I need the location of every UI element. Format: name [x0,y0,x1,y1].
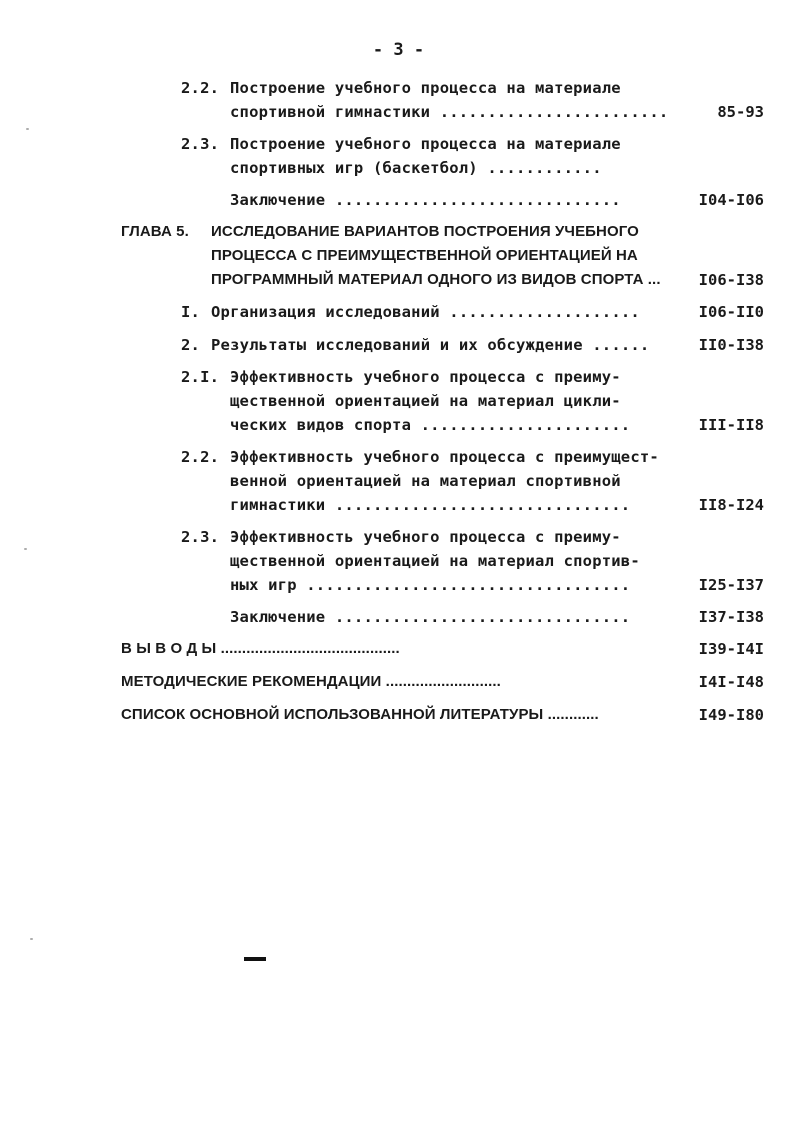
toc-entry-pages: II0-I38 [698,336,764,354]
toc-entry-title: венной ориентацией на материал спортивной [230,472,621,490]
toc-entry-title: Эффективность учебного процесса с преимущест- [230,448,659,466]
toc-section-title: МЕТОДИЧЕСКИЕ РЕКОМЕНДАЦИИ ........................... [121,673,501,690]
toc-entry-title: спортивной гимнастики ........................ [230,103,669,121]
toc-entry-pages: I37-I38 [698,608,764,626]
toc-entry-title: Организация исследований .................... [211,303,640,321]
toc-entry-number: 2.2. [181,79,220,97]
toc-entry-title: спортивных игр (баскетбол) ............ [230,159,602,177]
toc-entry-title: Результаты исследований и их обсуждение ...... [211,336,650,354]
chapter-title: ПРОГРАММНЫЙ МАТЕРИАЛ ОДНОГО ИЗ ВИДОВ СПОРТА ... [211,271,661,288]
toc-entry-title: Построение учебного процесса на материале [230,79,621,97]
chapter-title: ИССЛЕДОВАНИЕ ВАРИАНТОВ ПОСТРОЕНИЯ УЧЕБНОГО [211,223,639,240]
toc-entry-title: Заключение ............................... [230,608,631,626]
scan-speck [26,128,29,130]
toc-entry-title: гимнастики ............................... [230,496,631,514]
toc-entry-title: щественной ориентацией на материал цикли- [230,392,621,410]
toc-entry-number: 2. [181,336,201,354]
toc-entry-number: 2.2. [181,448,220,466]
toc-section-title: В Ы В О Д Ы .......................................... [121,640,400,657]
scan-speck [30,938,33,940]
chapter-title: ПРОЦЕССА С ПРЕИМУЩЕСТВЕННОЙ ОРИЕНТАЦИЕЙ НА [211,247,638,264]
toc-entry-pages: I49-I80 [698,706,764,724]
stray-dash-mark [244,957,266,961]
toc-entry-title: Построение учебного процесса на материале [230,135,621,153]
toc-entry-pages: I39-I4I [698,640,764,658]
toc-entry-pages: I06-II0 [698,303,764,321]
toc-entry-pages: II8-I24 [698,496,764,514]
toc-entry-pages: III-II8 [698,416,764,434]
toc-entry-pages: I06-I38 [698,271,764,289]
toc-entry-number: I. [181,303,201,321]
toc-entry-title: ческих видов спорта ...................... [230,416,631,434]
chapter-number: ГЛАВА 5. [121,223,189,240]
toc-entry-number: 2.3. [181,528,220,546]
toc-entry-title: Заключение .............................. [230,191,621,209]
toc-entry-title: Эффективность учебного процесса с преиму- [230,368,621,386]
page-number: - 3 - [372,40,425,60]
toc-entry-pages: I25-I37 [698,576,764,594]
toc-entry-pages: 85-93 [717,103,764,121]
toc-entry-title: ных игр .................................. [230,576,631,594]
toc-entry-title: щественной ориентацией на материал спортив- [230,552,640,570]
toc-entry-pages: I04-I06 [698,191,764,209]
toc-entry-number: 2.3. [181,135,220,153]
toc-entry-number: 2.I. [181,368,220,386]
toc-entry-pages: I4I-I48 [698,673,764,691]
toc-entry-title: Эффективность учебного процесса с преиму- [230,528,621,546]
toc-section-title: СПИСОК ОСНОВНОЙ ИСПОЛЬЗОВАННОЙ ЛИТЕРАТУРЫ ............ [121,706,599,723]
scan-speck [24,548,27,550]
